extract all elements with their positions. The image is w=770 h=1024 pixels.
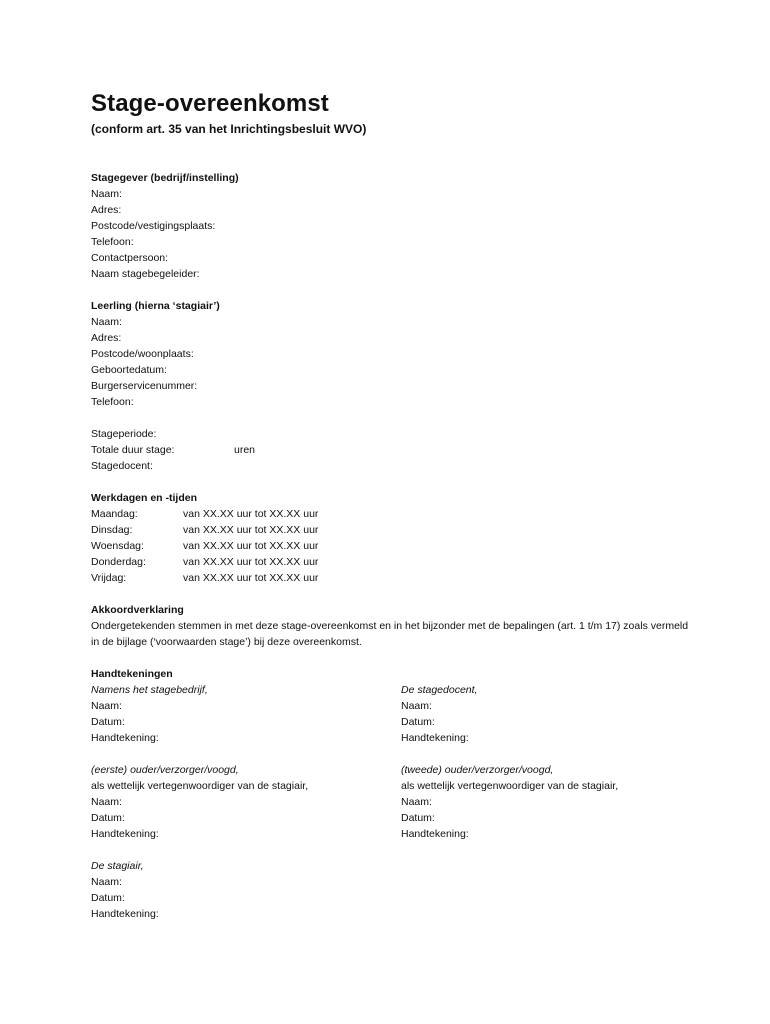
field-label: Adres: bbox=[91, 332, 122, 344]
field-label: Handtekening: bbox=[401, 828, 469, 840]
field-label: Naam: bbox=[401, 796, 432, 808]
signature-title: Namens het stagebedrijf, bbox=[91, 684, 208, 696]
signature-block-docent bbox=[401, 682, 711, 746]
signature-subtitle: als wettelijk vertegenwoordiger van de stagiair, bbox=[401, 780, 619, 792]
field-label: Geboortedatum: bbox=[91, 364, 167, 376]
field-label: Naam: bbox=[91, 876, 122, 888]
section-werkdagen bbox=[91, 490, 711, 586]
field-label: Datum: bbox=[401, 812, 435, 824]
workday-time: van XX.XX uur tot XX.XX uur bbox=[183, 540, 319, 552]
workday-label: Dinsdag: bbox=[91, 524, 133, 536]
workday-label: Woensdag: bbox=[91, 540, 144, 552]
field-label: Naam: bbox=[91, 796, 122, 808]
field-label: Contactpersoon: bbox=[91, 252, 169, 264]
signature-title: (tweede) ouder/verzorger/voogd, bbox=[401, 764, 554, 776]
workday-row bbox=[91, 554, 711, 570]
section-stage bbox=[91, 426, 711, 474]
workday-row bbox=[91, 570, 711, 586]
workday-row bbox=[91, 506, 711, 522]
section-leerling bbox=[91, 298, 711, 410]
duration-row bbox=[91, 442, 711, 458]
section-stagegever bbox=[91, 170, 711, 282]
signature-block-ouder2 bbox=[401, 762, 711, 842]
field-label: Stagedocent: bbox=[91, 460, 153, 472]
section-heading: Leerling (hierna ‘stagiair’) bbox=[91, 300, 220, 312]
field-label: Datum: bbox=[401, 716, 435, 728]
field-label: Naam: bbox=[91, 188, 122, 200]
field-label: Handtekening: bbox=[401, 732, 469, 744]
page-subtitle: (conform art. 35 van het Inrichtingsbesluit WVO) bbox=[91, 122, 367, 136]
section-heading: Stagegever (bedrijf/instelling) bbox=[91, 172, 239, 184]
duration-unit: uren bbox=[234, 444, 256, 456]
field-label: Totale duur stage: bbox=[91, 444, 175, 456]
workday-label: Donderdag: bbox=[91, 556, 146, 568]
field-label: Handtekening: bbox=[91, 908, 159, 920]
field-label: Naam stagebegeleider: bbox=[91, 268, 200, 280]
workday-time: van XX.XX uur tot XX.XX uur bbox=[183, 508, 319, 520]
field-label: Telefoon: bbox=[91, 236, 134, 248]
document-content bbox=[91, 88, 711, 922]
section-handtekeningen bbox=[91, 666, 711, 922]
field-label: Stageperiode: bbox=[91, 428, 157, 440]
field-label: Naam: bbox=[91, 316, 122, 328]
workday-label: Vrijdag: bbox=[91, 572, 127, 584]
field-label: Adres: bbox=[91, 204, 122, 216]
signature-title: De stagiair, bbox=[91, 860, 144, 872]
signature-block-bedrijf bbox=[91, 682, 401, 746]
workday-time: van XX.XX uur tot XX.XX uur bbox=[183, 572, 319, 584]
field-label: Postcode/vestigingsplaats: bbox=[91, 220, 216, 232]
workday-row bbox=[91, 538, 711, 554]
section-akkoord bbox=[91, 602, 711, 650]
signature-block-stagiair bbox=[91, 858, 711, 922]
field-label: Postcode/woonplaats: bbox=[91, 348, 194, 360]
field-label: Handtekening: bbox=[91, 828, 159, 840]
signature-block-ouder1 bbox=[91, 762, 401, 842]
signature-title: (eerste) ouder/verzorger/voogd, bbox=[91, 764, 239, 776]
workday-time: van XX.XX uur tot XX.XX uur bbox=[183, 556, 319, 568]
signature-title: De stagedocent, bbox=[401, 684, 478, 696]
field-label: Burgerservicenummer: bbox=[91, 380, 198, 392]
field-label: Datum: bbox=[91, 892, 125, 904]
agreement-text: Ondergetekenden stemmen in met deze stage-overeenkomst en in het bijzonder met de bepalingen (art. 1 t/m 17) zoals vermeld in de bijlage (‘voorwaarden stage’) bij deze overeenkomst. bbox=[91, 620, 689, 648]
section-heading: Werkdagen en -tijden bbox=[91, 492, 197, 504]
workday-label: Maandag: bbox=[91, 508, 138, 520]
workday-row bbox=[91, 522, 711, 538]
workday-time: van XX.XX uur tot XX.XX uur bbox=[183, 524, 319, 536]
field-label: Datum: bbox=[91, 716, 125, 728]
signature-subtitle: als wettelijk vertegenwoordiger van de stagiair, bbox=[91, 780, 309, 792]
field-label: Naam: bbox=[401, 700, 432, 712]
signature-row bbox=[91, 762, 711, 842]
field-label: Datum: bbox=[91, 812, 125, 824]
section-heading: Akkoordverklaring bbox=[91, 604, 184, 616]
page-title: Stage-overeenkomst bbox=[91, 90, 329, 117]
signature-row bbox=[91, 682, 711, 746]
section-heading: Handtekeningen bbox=[91, 668, 173, 680]
field-label: Naam: bbox=[91, 700, 122, 712]
field-label: Handtekening: bbox=[91, 732, 159, 744]
field-label: Telefoon: bbox=[91, 396, 134, 408]
